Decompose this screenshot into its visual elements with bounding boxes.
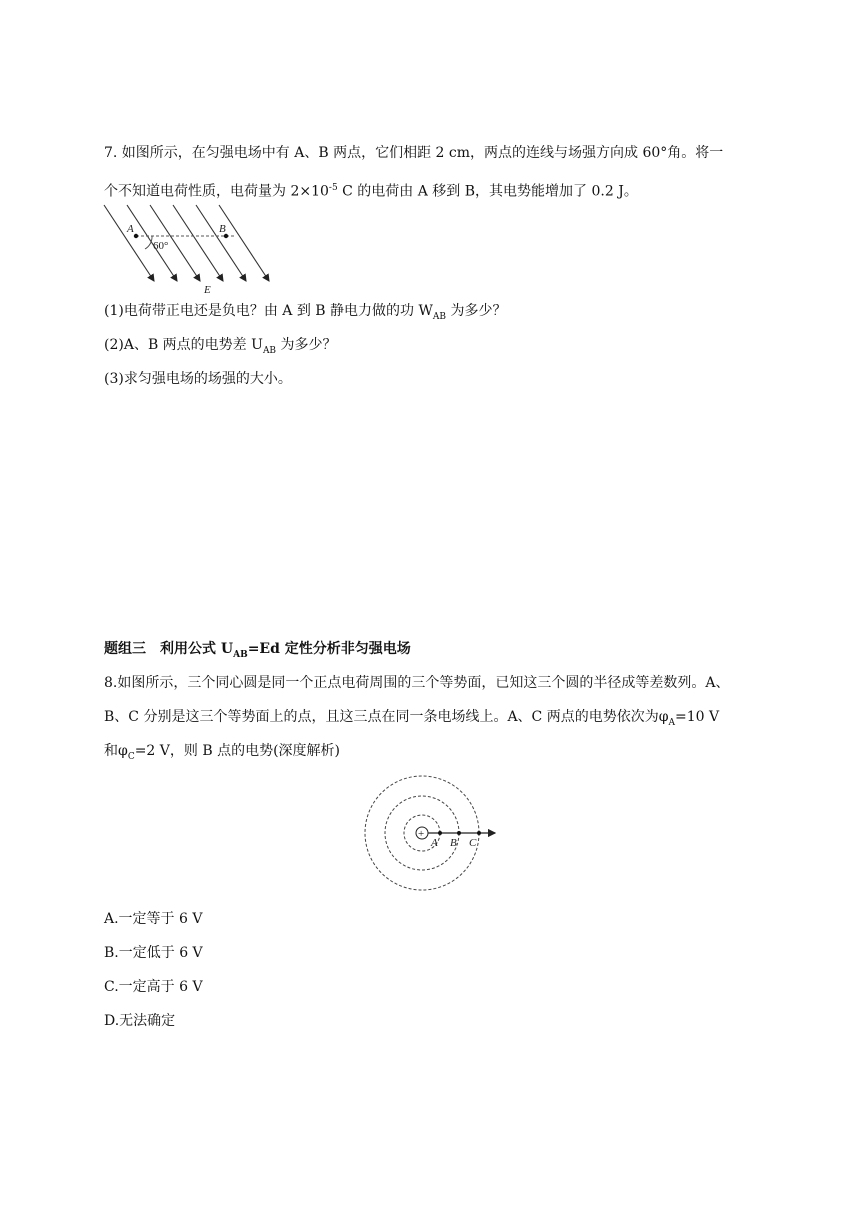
label-e: E — [204, 284, 211, 294]
q7-sub-2-post: 为多少？ — [276, 337, 337, 353]
label-c: C — [469, 837, 477, 849]
q7-line-2-post: C 的电荷由 A 移到 B，其电势能增加了 0.2 J。 — [337, 183, 638, 200]
field-line — [104, 205, 154, 281]
q8-line-3 — [104, 741, 340, 767]
q8-line-3-post: =2 V，则 B 点的电势(深度解析) — [134, 743, 341, 759]
q8-concentric-figure — [358, 772, 500, 894]
angle-label: 60° — [153, 240, 169, 252]
q7-sub-2-subscript: AB — [262, 345, 277, 356]
q7-sub-2-pre: (2)A、B 两点的电势差 U — [104, 337, 263, 353]
point-a — [134, 234, 138, 238]
q7-sub-1-subscript: AB — [432, 311, 446, 322]
point-b — [457, 831, 461, 835]
q7-sub-1-post: 为多少？ — [446, 303, 507, 319]
q7-sub-3 — [104, 369, 292, 389]
label-b: B — [219, 223, 226, 235]
option-a — [104, 909, 202, 929]
point-c — [477, 831, 481, 835]
q7-sub-1-pre: (1)电荷带正电还是负电？由 A 到 B 静电力做的功 W — [104, 303, 433, 319]
charge-sign: + — [418, 828, 425, 840]
field-line — [196, 205, 246, 281]
label-a: A — [431, 837, 438, 849]
option-d-text: D.无法确定 — [104, 1013, 176, 1029]
q7-sub-2 — [104, 335, 337, 361]
q8-line-2 — [104, 707, 719, 733]
option-b — [104, 943, 203, 963]
option-d — [104, 1011, 175, 1031]
q8-line-1-text: 8.如图所示，三个同心圆是同一个正点电荷周围的三个等势面，已知这三个圆的半径成等差数列。A、 — [104, 675, 730, 691]
group3-heading-pre: 题组三 利用公式 U — [104, 641, 234, 657]
option-b-text: B.一定低于 6 V — [104, 945, 203, 961]
q7-sub-1 — [104, 301, 506, 327]
q7-field-figure — [100, 202, 276, 294]
q7-line-2 — [104, 178, 638, 202]
q8-line-3-subscript: C — [127, 751, 135, 762]
option-a-text: A.一定等于 6 V — [104, 911, 203, 927]
point-a — [438, 831, 442, 835]
q8-line-2-pre: B、C 分别是这三个等势面上的点，且这三点在同一条电场线上。A、C 两点的电势依次为φ — [104, 709, 669, 725]
label-b: B — [450, 837, 457, 849]
q8-line-3-pre: 和φ — [104, 743, 128, 759]
group3-heading-post: =Ed 定性分析非匀强电场 — [247, 641, 411, 657]
q8-line-1 — [104, 673, 729, 693]
option-c-text: C.一定高于 6 V — [104, 979, 203, 995]
q7-line-1 — [104, 143, 723, 163]
group3-heading — [104, 639, 411, 665]
q8-line-2-post: =10 V — [675, 709, 720, 725]
group3-heading-subscript: AB — [233, 649, 248, 660]
field-line — [219, 205, 269, 281]
q7-line-2-pre: 个不知道电荷性质，电荷量为 2×10 — [104, 183, 329, 200]
field-line — [127, 205, 177, 281]
field-line — [173, 205, 223, 281]
label-a: A — [127, 223, 134, 235]
option-c — [104, 977, 203, 997]
q7-line-1-text: 7. 如图所示，在匀强电场中有 A、B 两点，它们相距 2 cm，两点的连线与场强方向成 60°角。将一 — [104, 145, 724, 161]
q8-line-2-subscript: A — [668, 717, 676, 728]
q7-sub-3-text: (3)求匀强电场的场强的大小。 — [104, 371, 292, 387]
q7-exponent: -5 — [328, 183, 338, 193]
